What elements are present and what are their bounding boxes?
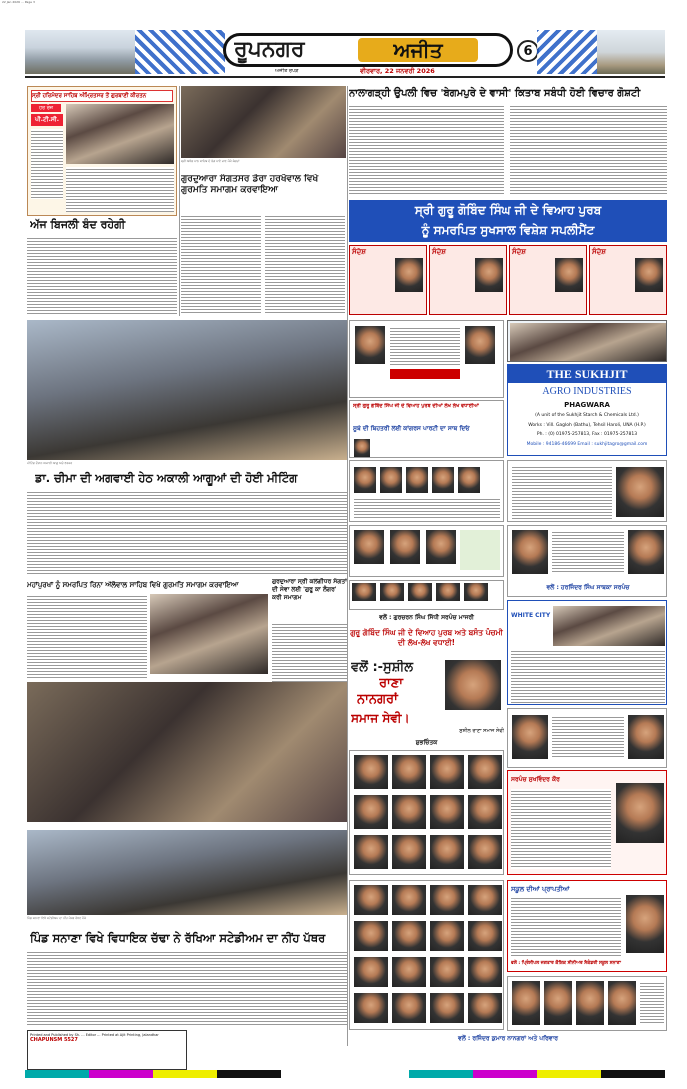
stadium-photo <box>27 830 347 915</box>
sandesh-label: ਸੰਦੇਸ਼ <box>352 248 366 256</box>
akali-meeting-headline: ਡਾ. ਚੀਮਾ ਦੀ ਅਗਵਾਈ ਹੇਠ ਅਕਾਲੀ ਆਗੂਆਂ ਦੀ ਹੋਈ ਮੀਟਿੰਗ <box>35 471 298 485</box>
greeting-photo <box>392 993 426 1023</box>
greeting-photo <box>430 921 464 951</box>
sabhi-label: ਸ਼ੁਭਚਿੰਤਕ <box>415 739 438 746</box>
greeting-photo <box>468 795 502 829</box>
greeting-photo <box>458 467 480 493</box>
supplement-title-2: ਨੂੰ ਸਮਰਪਿਤ ਸੁਖਸਾਲ ਵਿਸ਼ੇਸ਼ ਸਪਲੀਮੈਂਟ <box>421 223 595 237</box>
vallon-label: ਵਲੋਂ : ਗੁਰਚਰਨ ਸਿੰਘ ਸਿੱਧੀ ਸਰਪੰਚ ਮਾਜਰੀ <box>379 614 474 621</box>
kirtan-ad-schedule <box>31 129 63 199</box>
greeting-photo <box>608 981 636 1025</box>
greeting-photo <box>354 885 388 915</box>
school-achievements-list <box>511 896 621 956</box>
greeting-photo <box>406 467 428 493</box>
bijli-band-headline: ਅੱਜ ਬਿਜਲੀ ਬੰਦ ਰਹੇਗੀ <box>30 218 126 231</box>
gurmat-story-col2 <box>265 214 345 314</box>
greeting-photo <box>380 467 402 493</box>
sushil-name-4: ਸਮਾਜ ਸੇਵੀ। <box>351 711 410 725</box>
nalagarh-story-col1 <box>349 104 504 196</box>
health-line: ਸੂਬੇ ਦੀ ਬਿਹਤਰੀ ਲਈ ਕਾਂਗਰਸ ਪਾਰਟੀ ਦਾ ਸਾਥ ਦਿਓ <box>353 425 470 432</box>
school-ad <box>507 880 667 972</box>
greeting-grid-1 <box>349 460 504 522</box>
greeting-photo <box>512 530 548 574</box>
imprint-text: Printed and Published by Sh. ... Editor ... Printed at Ajit Printing, Jalandhar <box>30 1033 159 1037</box>
sarpanch-label: ਸਰਪੰਚ ਸੁਖਵਿੰਦਰ ਕੌਰ <box>511 776 560 783</box>
greeting-photo <box>392 957 426 987</box>
greeting-ad-2 <box>349 400 504 458</box>
sandesh-tile <box>349 245 427 315</box>
gurmat-story-col1 <box>181 214 261 314</box>
color-registration-strip <box>25 1070 665 1078</box>
greeting-photo <box>354 993 388 1023</box>
greeting-photo <box>392 921 426 951</box>
principal-photo <box>626 895 664 953</box>
masthead-skyline-left <box>25 30 135 74</box>
kirtan-ad-text <box>66 167 174 212</box>
sukhjit-sub: AGRO INDUSTRIES <box>542 386 632 397</box>
from-label: ਵਲੋਂ :-ਸੁਸ਼ੀਲ <box>351 660 414 675</box>
greeting-photo <box>468 835 502 869</box>
sarpanch-photo <box>616 783 664 843</box>
greeting-photo <box>354 439 370 457</box>
greeting-text <box>390 326 460 366</box>
greeting-photo <box>392 835 426 869</box>
print-slug-bar <box>2 0 685 7</box>
sushil-caption: ਸੁਸ਼ੀਲ ਰਾਣਾ ਸਮਾਜ ਸੇਵੀ <box>459 728 504 734</box>
greeting-photo <box>616 467 664 517</box>
greeting-photo <box>468 885 502 915</box>
greeting-photo <box>352 583 376 601</box>
akali-meeting-photo <box>27 320 347 460</box>
greeting-photo <box>392 795 426 829</box>
greeting-photo <box>354 530 384 564</box>
greeting-photo <box>430 885 464 915</box>
greeting-photo <box>436 583 460 601</box>
white-city-text <box>511 649 665 703</box>
sandesh-photo <box>555 258 583 292</box>
kirtan-ad-badge: ਪੀ.ਟੀ.ਸੀ. <box>31 114 63 126</box>
greeting-photo <box>408 583 432 601</box>
greeting-photo <box>468 921 502 951</box>
greeting-ad-1 <box>349 320 504 398</box>
masthead-paper-name: ਅਜੀਤ <box>358 38 478 62</box>
masthead-rule <box>25 76 665 78</box>
greeting-photo <box>628 530 664 574</box>
greeting-photo <box>512 715 548 759</box>
greeting-photo <box>576 981 604 1025</box>
vallon-bottom: ਵਲੋਂ : ਹਰਜਿੰਦਰ ਸਿੰਘ ਸਾਬਕਾ ਸਰਪੰਚ <box>546 584 630 591</box>
greeting-photo <box>392 755 426 789</box>
sarpanch-ad <box>507 770 667 875</box>
supplement-title-1: ਸ੍ਰੀ ਗੁਰੂ ਗੋਬਿੰਦ ਸਿੰਘ ਜੀ ਦੇ ਵਿਆਹ ਪੁਰਬ <box>414 203 602 217</box>
greeting-photo <box>544 981 572 1025</box>
greeting-grid-3 <box>349 525 504 577</box>
stadium-story <box>27 950 347 1025</box>
school-label: ਸਕੂਲ ਦੀਆਂ ਪ੍ਰਾਪਤੀਆਂ <box>511 885 570 893</box>
sukhjit-city: PHAGWARA <box>564 401 610 409</box>
greeting-text <box>640 981 664 1025</box>
meeting-photo-caption: ਮੀਟਿੰਗ ਦੌਰਾਨ ਅਕਾਲੀ ਆਗੂ ਅਤੇ ਵਰਕਰ <box>27 461 73 465</box>
white-city-label: WHITE CITY <box>511 612 551 619</box>
greeting-photo <box>430 835 464 869</box>
greeting-photo <box>354 835 388 869</box>
sushil-name-2: ਰਾਣਾ <box>379 676 403 691</box>
stadium-photo-caption: ਪਿੰਡ ਸਨਾਣਾ ਵਿਖੇ ਸਟੇਡੀਅਮ ਦਾ ਨੀਂਹ ਪੱਥਰ ਰੱਖਣ ਮੌਕੇ <box>27 916 86 920</box>
harmandir-kirtan-ad <box>27 86 177 216</box>
greeting-text <box>552 715 624 759</box>
print-slug-text: 22 Jan 2026 ... Page 3 <box>2 0 35 4</box>
stadium-headline: ਪਿੰਡ ਸਨਾਣਾ ਵਿਖੇ ਵਿਧਾਇਕ ਚੱਢਾ ਨੇ ਰੱਖਿਆ ਸਟੇਡੀਅਮ ਦਾ ਨੀਂਹ ਪੱਥਰ <box>30 931 326 945</box>
sandesh-tile <box>429 245 507 315</box>
sukhjit-phone: Ph. : (0) 01975-257813, Fax : 01975-257813 <box>536 432 638 437</box>
masthead-title-box <box>223 33 513 67</box>
date-line: ਵੀਰਵਾਰ, 22 ਜਨਵਰੀ 2026 <box>360 67 435 75</box>
maharajgarh-headline: ਮਹਾਂਪੁਰਖਾਂ ਨੂੰ ਸਮਰਪਿਤ ਰਿਨਾ ਅੱਲੋਵਾਲ ਸਾਹਿਬ ਵਿਖੇ ਗੁਰਮਤਿ ਸਮਾਗਮ ਕਰਵਾਇਆ <box>27 581 239 589</box>
sushil-name-3: ਨਾਨਗਰਾਂ <box>357 692 398 707</box>
greeting-photo <box>354 921 388 951</box>
greeting-photo <box>430 957 464 987</box>
faces-grid <box>349 750 504 875</box>
sarpanch-footer: ਵਲੋਂ : ਰਜਿੰਦਰ ਕੁਮਾਰ ਨਾਨਗਰਾਂ ਅਤੇ ਪਰਿਵਾਰ <box>457 1035 558 1042</box>
greeting-photo <box>430 795 464 829</box>
sushil-rana-ad <box>349 660 504 710</box>
masthead <box>25 30 665 75</box>
greeting-photo <box>430 755 464 789</box>
greeting-photo <box>354 795 388 829</box>
sandesh-label: ਸੰਦੇਸ਼ <box>432 248 446 256</box>
sukhjit-name: THE SUKHJIT <box>508 365 666 383</box>
faces-grid-bottom <box>349 880 504 1030</box>
masthead-skyline-right <box>597 30 665 74</box>
greeting-photo <box>380 583 404 601</box>
nalagarh-headline: ਨਾਲਾਗੜ੍ਹੀ ਉਪਲੀ ਵਿਚ 'ਬੇਗਮਪੁਰੇ ਦੇ ਵਾਸੀ' ਕਿਤਾਬ ਸਬੰਧੀ ਹੋਈ ਵਿਚਾਰ ਗੋਸ਼ਟੀ <box>349 88 641 99</box>
greeting-grid-2 <box>507 460 667 522</box>
sushil-photo <box>445 660 501 710</box>
masthead-pattern-right <box>537 30 597 74</box>
greeting-side-text <box>460 530 500 570</box>
golden-temple-photo <box>66 104 174 164</box>
greeting-grid-4 <box>507 525 667 597</box>
faces-grid-right <box>507 976 667 1031</box>
greeting-photo <box>468 755 502 789</box>
wishes-line: ਸ੍ਰੀ ਗੁਰੂ ਗੋਬਿੰਦ ਸਿੰਘ ਜੀ ਦੇ ਵਿਆਹ ਪੁਰਬ ਦੀਆਂ ਲੱਖ ਲੱਖ ਵਧਾਈਆਂ <box>353 403 479 409</box>
greeting-photo <box>354 467 376 493</box>
kirtan-ad-label: ਹਰ ਰੋਜ਼ <box>31 104 61 112</box>
sandesh-photo <box>635 258 663 292</box>
nalagarh-story-col2 <box>510 104 667 196</box>
gurmat-samagam-group-photo <box>27 682 347 822</box>
sandesh-photo <box>475 258 503 292</box>
sangat-sewa-story <box>272 622 347 682</box>
maharajgarh-story <box>27 594 147 680</box>
shop-banner-photo <box>510 323 666 361</box>
masthead-pattern-left <box>135 30 225 74</box>
greeting-photo <box>354 957 388 987</box>
sandesh-row <box>349 245 667 317</box>
sukhjit-works: Works : Vill. Gagloh (Bathu), Tehsil Haroli, UNA (H.P.) <box>528 423 646 428</box>
sukhjit-mobile: Mobile : 94186-46699 Email : sukhjitagro@gmail.com <box>526 442 648 447</box>
greeting-names <box>354 497 500 519</box>
greeting-photo <box>392 885 426 915</box>
bijli-band-story <box>27 236 177 316</box>
greeting-photo <box>468 993 502 1023</box>
sandesh-label: ਸੰਦੇਸ਼ <box>512 248 526 256</box>
greeting-photo <box>354 755 388 789</box>
greeting-photo <box>464 583 488 601</box>
greeting-photo <box>628 715 664 759</box>
column-rule <box>179 86 180 316</box>
column-rule <box>347 86 348 1046</box>
greeting-photo <box>390 530 420 564</box>
shop-banner-ad <box>507 320 667 362</box>
sangat-sewa-headline: ਗੁਰਦੁਆਰਾ ਸ੍ਰੀ ਕਲਗੀਧਰ ਸੰਗਤਾਂ ਦੀ ਸੇਵਾ ਲਈ 'ਗੁਰੂ ਕਾ ਲੰਗਰ' ਕਰੀ ਸਮਾਗਮ <box>272 578 347 601</box>
kirtan-ad-title: ਸ੍ਰੀ ਹਰਿਮੰਦਰ ਸਾਹਿਬ ਅੰਮ੍ਰਿਤਸਰ ਤੋਂ ਗੁਰਬਾਣੀ ਕੀਰਤਨ <box>31 90 173 102</box>
greeting-big: ਗੁਰੂ ਗੋਬਿੰਦ ਸਿੰਘ ਜੀ ਦੇ ਵਿਆਹ ਪੁਰਬ ਅਤੇ ਬਸੰਤ ਪੰਚਮੀ ਦੀ ਲੱਖ-ਲੱਖ ਵਧਾਈ! <box>350 628 503 647</box>
sandesh-tile <box>589 245 667 315</box>
sandesh-photo <box>395 258 423 292</box>
sandesh-tile <box>509 245 587 315</box>
greeting-photo <box>355 326 385 364</box>
greeting-photo <box>430 993 464 1023</box>
faces-row-bar <box>349 580 504 610</box>
greeting-photo <box>426 530 456 564</box>
gurmat-photo-caption: ਸ੍ਰੀ ਅਖੰਡ ਪਾਠ ਸਾਹਿਬ ਦੇ ਭੋਗ ਪਾਏ ਜਾਣ ਮੌਕੇ ਸੰਗਤਾਂ <box>181 159 240 163</box>
sukhjit-ad <box>507 364 667 456</box>
greeting-photo <box>465 326 495 364</box>
gurmat-samagam-headline: ਗੁਰਦੁਆਰਾ ਸੰਗਤਸਰ ਡੇਰਾ ਹਰਖੋਵਾਲ ਵਿਖੇ ਗੁਰਮਤਿ ਸਮਾਗਮ ਕਰਵਾਇਆ <box>181 174 319 195</box>
editor-line: ਅਜੀਤ ਰੋਪੜ <box>275 68 299 74</box>
school-name: ਵਲੋਂ : ਪ੍ਰਿੰਸੀਪਲ ਜਗਤਾਰ ਕੌਸ਼ਿਕ ਸੀਨੀਅਰ ਸੈਕੰਡਰੀ ਸਕੂਲ ਸਨਾਣਾ <box>511 961 621 966</box>
maharajgarh-photo <box>150 594 268 674</box>
sandesh-label: ਸੰਦੇਸ਼ <box>592 248 606 256</box>
page-number: 6 <box>517 40 539 62</box>
sarpanch-text <box>511 789 611 869</box>
imprint-box <box>27 1030 187 1070</box>
white-city-ad <box>507 600 667 705</box>
greeting-text <box>552 530 624 574</box>
greeting-strip <box>390 369 460 379</box>
imprint-phone: CHAPUNSM 5527 <box>30 1037 78 1043</box>
greeting-photo <box>468 957 502 987</box>
greeting-photo <box>512 981 540 1025</box>
greeting-text <box>512 465 612 519</box>
white-city-products <box>553 606 665 646</box>
akali-meeting-story <box>27 490 347 575</box>
gurmat-samagam-photo <box>181 86 346 158</box>
supplement-banner <box>349 200 667 242</box>
sukhjit-unit: (A unit of the Sukhjit Starch & Chemicals Ltd.) <box>535 413 639 418</box>
greeting-photo <box>432 467 454 493</box>
masthead-city: ਰੂਪਨਗਰ <box>234 37 305 62</box>
greeting-grid-5 <box>507 708 667 768</box>
